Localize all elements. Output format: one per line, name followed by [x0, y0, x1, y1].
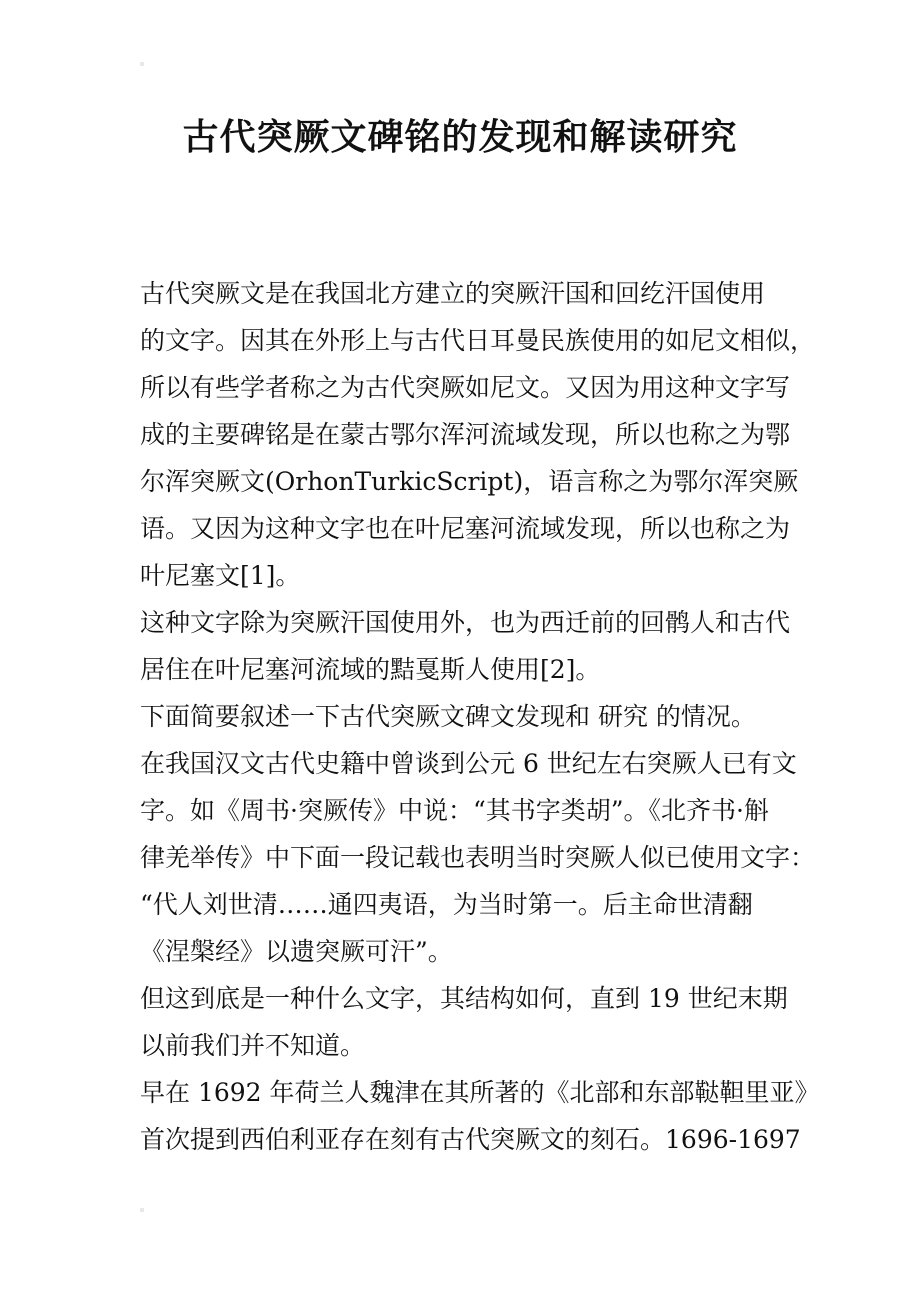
text-line: 成的主要碑铭是在蒙古鄂尔浑河流域发现，所以也称之为鄂: [140, 420, 791, 449]
text-line: 在我国汉文古代史籍中曾谈到公元 6 世纪左右突厥人已有文: [140, 749, 797, 778]
text-line: 所以有些学者称之为古代突厥如尼文。又因为用这种文字写: [140, 373, 791, 402]
text-line: 居住在叶尼塞河流域的黠戛斯人使用[2]。: [140, 655, 601, 684]
text-line: 《涅槃经》以遗突厥可汗”。: [140, 937, 453, 966]
text-line: “代人刘世清……通四夷语，为当时第一。后主命世清翻: [140, 890, 753, 919]
text-line: 但这到底是一种什么文字，其结构如何，直到 19 世纪末期: [140, 984, 788, 1013]
paragraph-3: [140, 693, 780, 740]
text-line: 字。如《周书·突厥传》中说：“其书字类胡”。《北齐书·斛: [140, 796, 769, 825]
text-line: 叶尼塞文[1]。: [140, 561, 301, 590]
text-line: 尔浑突厥文(OrhonTurkicScript)，语言称之为鄂尔浑突厥: [140, 467, 799, 496]
text-line: 语。又因为这种文字也在叶尼塞河流域发现，所以也称之为: [140, 514, 791, 543]
paragraph-4: [140, 740, 816, 975]
text-line: 下面简要叙述一下古代突厥文碑文发现和 研究 的情况。: [140, 702, 756, 731]
paragraph-2: [140, 599, 791, 693]
text-line: 律羌举传》中下面一段记载也表明当时突厥人似已使用文字：: [140, 843, 816, 872]
text-line: 首次提到西伯利亚存在刻有古代突厥文的刻石。1696-1697: [140, 1125, 801, 1154]
paragraph-1: [140, 270, 816, 599]
text-line: 这种文字除为突厥汗国使用外，也为西迁前的回鹘人和古代: [140, 608, 791, 637]
corner-mark-top-left: [140, 62, 144, 66]
corner-mark-bottom-left: [140, 1208, 144, 1212]
document-body: [140, 270, 820, 1163]
text-line: 以前我们并不知道。: [140, 1031, 366, 1060]
text-line: 的文字。因其在外形上与古代日耳曼民族使用的如尼文相似，: [140, 326, 816, 355]
paragraph-6: [140, 1069, 820, 1163]
document-title: 古代突厥文碑铭的发现和解读研究: [182, 116, 738, 158]
paragraph-5: [140, 975, 788, 1069]
text-line: 古代突厥文是在我国北方建立的突厥汗国和回纥汗国使用: [140, 279, 766, 308]
text-line: 早在 1692 年荷兰人魏津在其所著的《北部和东部鞑靼里亚》: [140, 1078, 820, 1107]
